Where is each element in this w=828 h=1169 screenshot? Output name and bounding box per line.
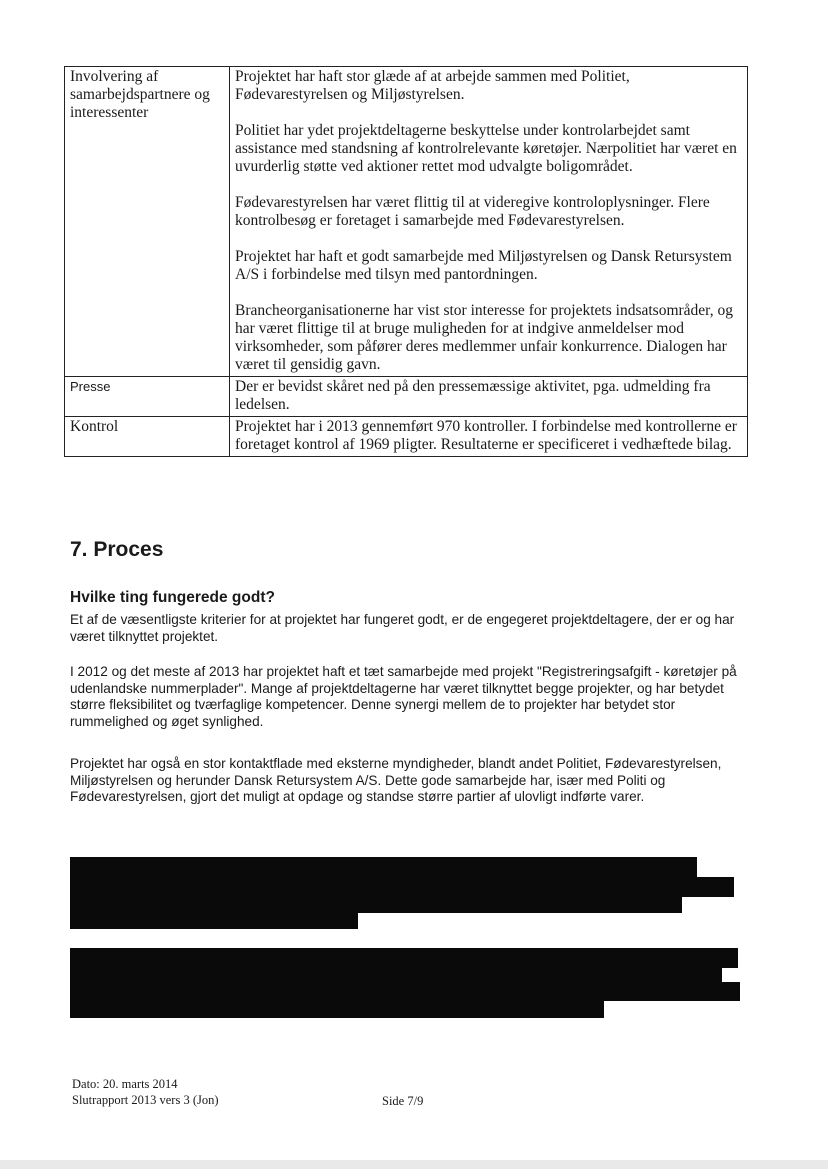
footer-meta [72, 1076, 219, 1108]
body-paragraph: I 2012 og det meste af 2013 har projektet haft et tæt samarbejde med projekt "Registreringsafgift - køretøjer på udenlandske nummerplader". Mange af projektdeltagerne har været tilknyttet begge projekter, og har betydet større fleksibilitet og tværfaglige kompetencer. Denne synergi mellem de to projekter har betydet stor rummelighed og øget synlighed. [70, 664, 737, 729]
row-content-presse [230, 377, 748, 417]
table-paragraph: Projektet har haft et godt samarbejde med Miljøstyrelsen og Dansk Retursystem A/S i forbindelse med tilsyn med pantordningen. [235, 248, 732, 283]
redaction-block [70, 877, 734, 897]
redaction-block [70, 857, 697, 879]
scan-edge [0, 1160, 828, 1169]
info-table [64, 66, 748, 457]
redaction-block [70, 948, 738, 968]
row-label-kontrol: Kontrol [65, 417, 230, 457]
redaction-block [70, 911, 358, 929]
table-row [65, 67, 748, 377]
table-paragraph: Brancheorganisationerne har vist stor interesse for projektets indsatsområder, og har været flittige til at bruge muligheden for at indgive anmeldelser mod virksomheder, som påfører deres medlemmer unfair konkurrence. Dialogen har været til gensidig gavn. [235, 302, 733, 373]
table-paragraph: Der er bevidst skåret ned på den pressemæssige aktivitet, pga. udmelding fra ledelsen. [235, 378, 711, 413]
row-label-involvering: Involvering af samarbejdspartnere og interessenter [65, 67, 230, 377]
table-paragraph: Politiet har ydet projektdeltagerne beskyttelse under kontrolarbejdet samt assistance med standsning af kontrolrelevante køretøjer. Nærpolitiet har været en uvurderlig støtte ved aktioner rettet mod udvalgte boligområdet. [235, 122, 737, 175]
table-paragraph: Fødevarestyrelsen har været flittig til at videregive kontroloplysninger. Flere kontrolbesøg er foretaget i samarbejde med Fødevarestyrelsen. [235, 194, 710, 229]
footer-date: Dato: 20. marts 2014 [72, 1077, 178, 1091]
section-heading: 7. Proces [70, 538, 164, 561]
body-paragraph: Projektet har også en stor kontaktflade med eksterne myndigheder, blandt andet Politiet, Fødevarestyrelsen, Miljøstyrelsen og herunder Dansk Retursystem A/S. Dette gode samarbejde har, især med Politi og Fødevarestyrelsen, gjort det muligt at opdage og standse større partier af ulovligt indførte varer. [70, 756, 722, 804]
table-paragraph: Projektet har i 2013 gennemført 970 kontroller. I forbindelse med kontrollerne er foretaget kontrol af 1969 pligter. Resultaterne er specificeret i vedhæftede bilag. [235, 418, 737, 453]
footer-document: Slutrapport 2013 vers 3 (Jon) [72, 1093, 219, 1107]
footer-page-number: Side 7/9 [382, 1094, 424, 1108]
table-row [65, 377, 748, 417]
redaction-block [70, 999, 604, 1018]
table-row [65, 417, 748, 457]
table-paragraph: Projektet har haft stor glæde af at arbejde sammen med Politiet, Fødevarestyrelsen og Miljøstyrelsen. [235, 68, 630, 103]
row-content-involvering [230, 67, 748, 377]
row-label-presse: Presse [65, 377, 230, 417]
row-content-kontrol [230, 417, 748, 457]
section-subheading: Hvilke ting fungerede godt? [70, 589, 275, 606]
body-paragraph: Et af de væsentligste kriterier for at projektet har fungeret godt, er de engegeret projektdeltagere, der er og har været tilknyttet projektet. [70, 612, 735, 644]
